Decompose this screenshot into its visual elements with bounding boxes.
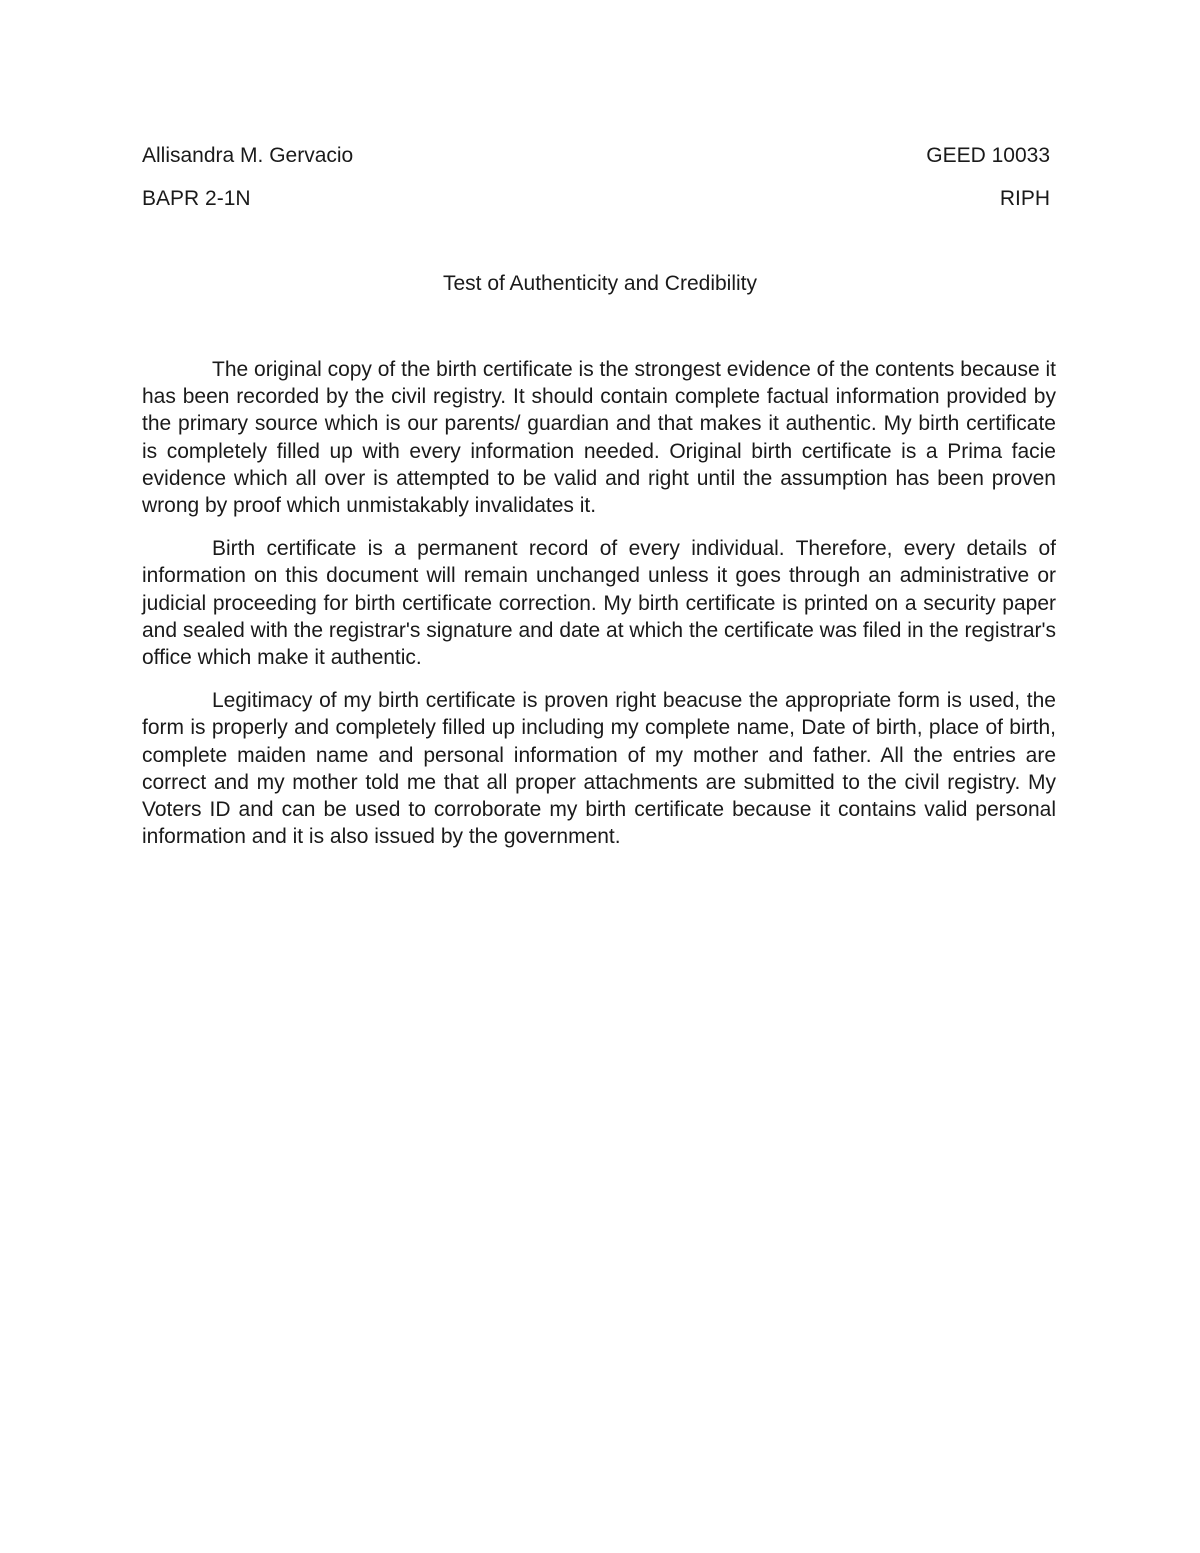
header-row-1 [142, 143, 1050, 169]
paragraph: Legitimacy of my birth certificate is proven right beacuse the appropriate form is used, the form is properly and completely filled up including my complete name, Date of birth, place of birth, complete maiden name and personal information of my mother and father. All the entries are correct and my mother told me that all proper attachments are submitted to the civil registry. My Voters ID and can be used to corroborate my birth certificate because it contains valid personal information and it is also issued by the government. [142, 689, 1056, 849]
document-title: Test of Authenticity and Credibility [443, 272, 757, 295]
paragraph: Birth certificate is a permanent record of every individual. Therefore, every details of information on this document will remain unchanged unless it goes through an administrative or judicial proceeding for birth certificate correction. My birth certificate is printed on a security paper and sealed with the registrar's signature and date at which the certificate was filed in the registrar's office which make it authentic. [142, 537, 1056, 670]
document-body [142, 356, 1056, 866]
section: BAPR 2-1N [142, 187, 251, 210]
student-name: Allisandra M. Gervacio [142, 144, 354, 167]
subject: RIPH [999, 187, 1050, 210]
paragraph: The original copy of the birth certificate is the strongest evidence of the contents because it has been recorded by the civil registry. It should contain complete factual information provided by the primary source which is our parents/ guardian and that makes it authentic. My birth certificate is completely filled up with every information needed. Original birth certificate is a Prima facie evidence which all over is attempted to be valid and right until the assumption has been proven wrong by proof which unmistakably invalidates it. [142, 358, 1056, 518]
header-row-2 [142, 186, 1050, 212]
course-code: GEED 10033 [926, 144, 1050, 167]
